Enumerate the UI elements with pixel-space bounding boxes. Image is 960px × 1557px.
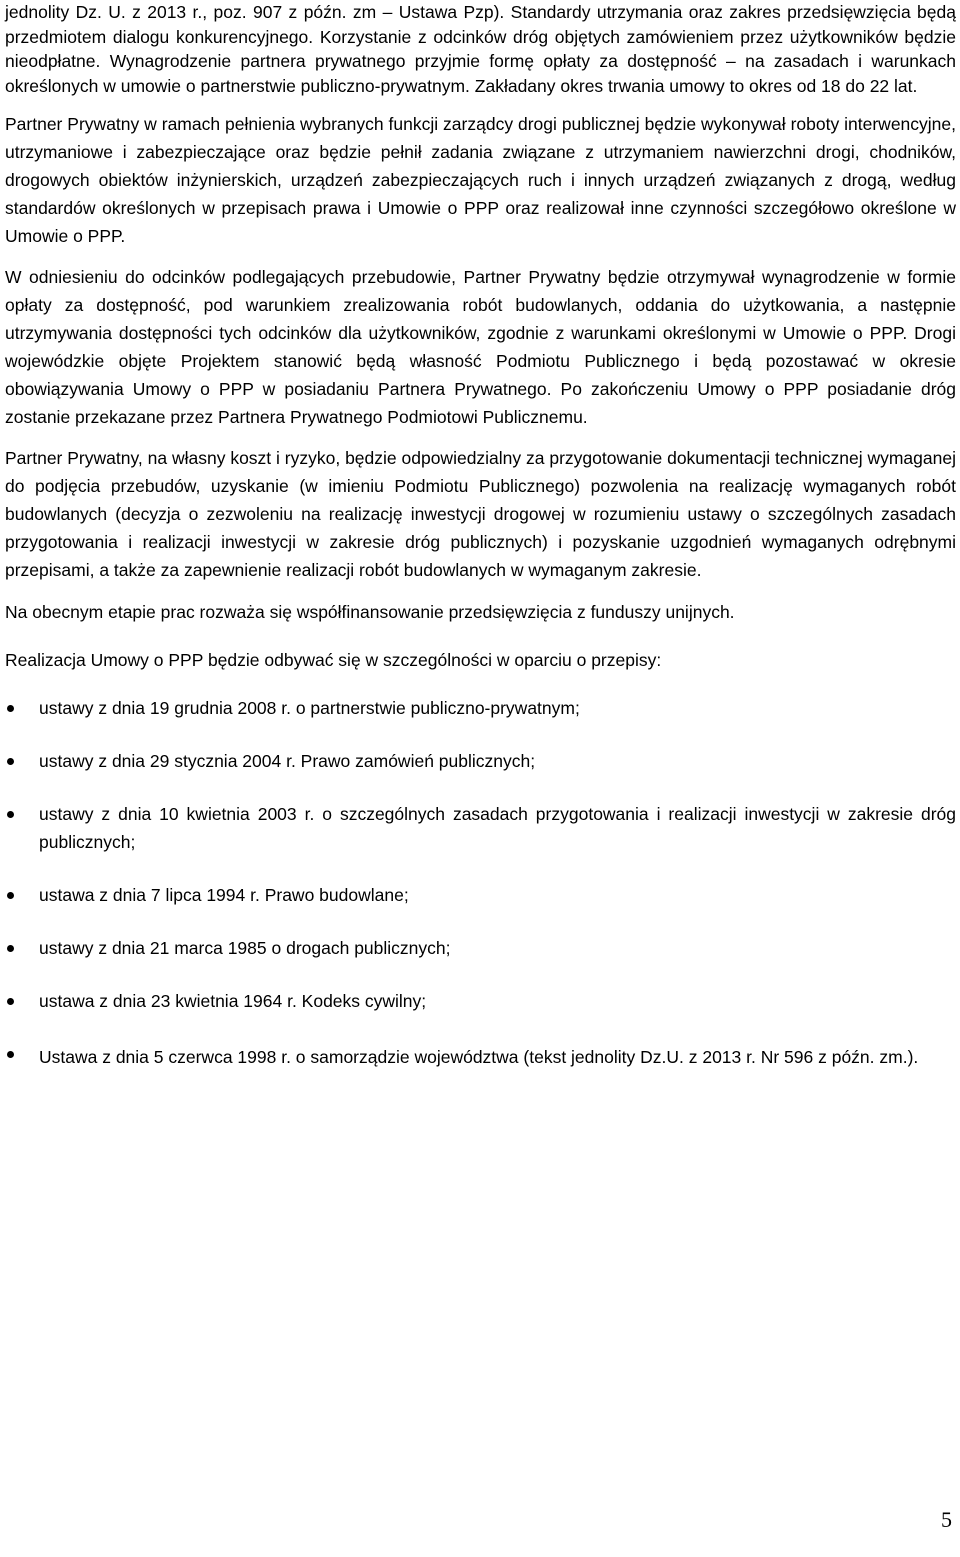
- bullet-icon: [7, 945, 14, 952]
- bullet-icon: [7, 811, 14, 818]
- paragraph-remuneration: W odniesieniu do odcinków podlegających przebudowie, Partner Prywatny będzie otrzymywał wynagrodzenie w formie opłaty za dostępność, pod warunkiem zrealizowania robót budowlanych, oddania do użytkowania, a następnie utrzymywania dostępności tych odcinków dla użytkowników, zgodnie z warunkami określonymi w Umowie o PPP. Drogi wojewódzkie objęte Projektem stanowić będą własność Podmiotu Publicznego i będą pozostawać w okresie obowiązywania Umowy o PPP w posiadaniu Partnera Prywatnego. Po zakończeniu Umowy o PPP posiadanie dróg zostanie przekazane przez Partnera Prywatnego Podmiotowi Publicznemu.: [5, 267, 956, 427]
- list-item-text: ustawy z dnia 10 kwietnia 2003 r. o szczególnych zasadach przygotowania i realizacji inwestycji w zakresie dróg publicznych;: [39, 804, 956, 852]
- bullet-icon: [7, 705, 14, 712]
- bullet-icon: [7, 758, 14, 765]
- page-number: 5: [941, 1507, 952, 1532]
- list-item-text: ustawy z dnia 21 marca 1985 o drogach publicznych;: [39, 938, 451, 958]
- list-item-text: Ustawa z dnia 5 czerwca 1998 r. o samorządzie województwa (tekst jednolity Dz.U. z 2013 r. Nr 596 z późn. zm.).: [39, 1047, 919, 1067]
- list-item: [5, 800, 956, 856]
- paragraph-documentation: Partner Prywatny, na własny koszt i ryzyko, będzie odpowiedzialny za przygotowanie dokumentacji technicznej wymaganej do podjęcia przebudów, uzyskanie (w imieniu Podmiotu Publicznego) pozwolenia na realizację wymaganych robót budowlanych (decyzja o zezwoleniu na realizację inwestycji drogowej w rozumieniu ustawy o szczególnych zasadach przygotowania i realizacji inwestycji w zakresie dróg publicznych) i pozyskanie uzgodnień wymaganych odrębnymi przepisami, a także za zapewnienie realizacji robót budowlanych w wymaganym zakresie.: [5, 448, 956, 580]
- list-item-text: ustawy z dnia 29 stycznia 2004 r. Prawo zamówień publicznych;: [39, 751, 536, 771]
- list-item-text: ustawy z dnia 19 grudnia 2008 r. o partnerstwie publiczno-prywatnym;: [39, 698, 580, 718]
- list-item-text: ustawa z dnia 7 lipca 1994 r. Prawo budowlane;: [39, 885, 409, 905]
- list-item-text: ustawa z dnia 23 kwietnia 1964 r. Kodeks cywilny;: [39, 991, 427, 1011]
- list-item: [5, 987, 956, 1015]
- list-item: [5, 934, 956, 962]
- list-item: [5, 694, 956, 722]
- list-item: [5, 747, 956, 775]
- list-item: [5, 881, 956, 909]
- paragraph-partner-duties: Partner Prywatny w ramach pełnienia wybranych funkcji zarządcy drogi publicznej będzie wykonywał roboty interwencyjne, utrzymaniowe i zabezpieczające oraz będzie pełnił zadania związane z utrzymaniem nawierzchni drogi, chodników, drogowych obiektów inżynierskich, urządzeń zabezpieczających ruch i innych urządzeń związanych z drogą, według standardów określonych w przepisach prawa i Umowie o PPP oraz realizował inne czynności szczegółowo określone w Umowie o PPP.: [5, 114, 956, 246]
- document-page: [5, 0, 956, 1099]
- list-item: [5, 1040, 956, 1074]
- intro-paragraph: jednolity Dz. U. z 2013 r., poz. 907 z późn. zm – Ustawa Pzp). Standardy utrzymania oraz zakres przedsięwzięcia będą przedmiotem dialogu konkurencyjnego. Korzystanie z odcinków dróg objętych zamówieniem przez użytkowników będzie nieodpłatne. Wynagrodzenie partnera prywatnego przyjmie formę opłaty za dostępność – na zasadach i warunkach określonych w umowie o partnerstwie publiczno-prywatnym. Zakładany okres trwania umowy to okres od 18 do 22 lat.: [5, 2, 956, 96]
- legal-basis-list: [5, 694, 956, 1074]
- paragraph-legal-basis-intro: Realizacja Umowy o PPP będzie odbywać się w szczególności w oparciu o przepisy:: [5, 650, 662, 670]
- paragraph-cofinancing: Na obecnym etapie prac rozważa się współfinansowanie przedsięwzięcia z funduszy unijnych.: [5, 602, 735, 622]
- bullet-icon: [7, 892, 14, 899]
- bullet-icon: [7, 998, 14, 1005]
- bullet-icon: [7, 1051, 14, 1058]
